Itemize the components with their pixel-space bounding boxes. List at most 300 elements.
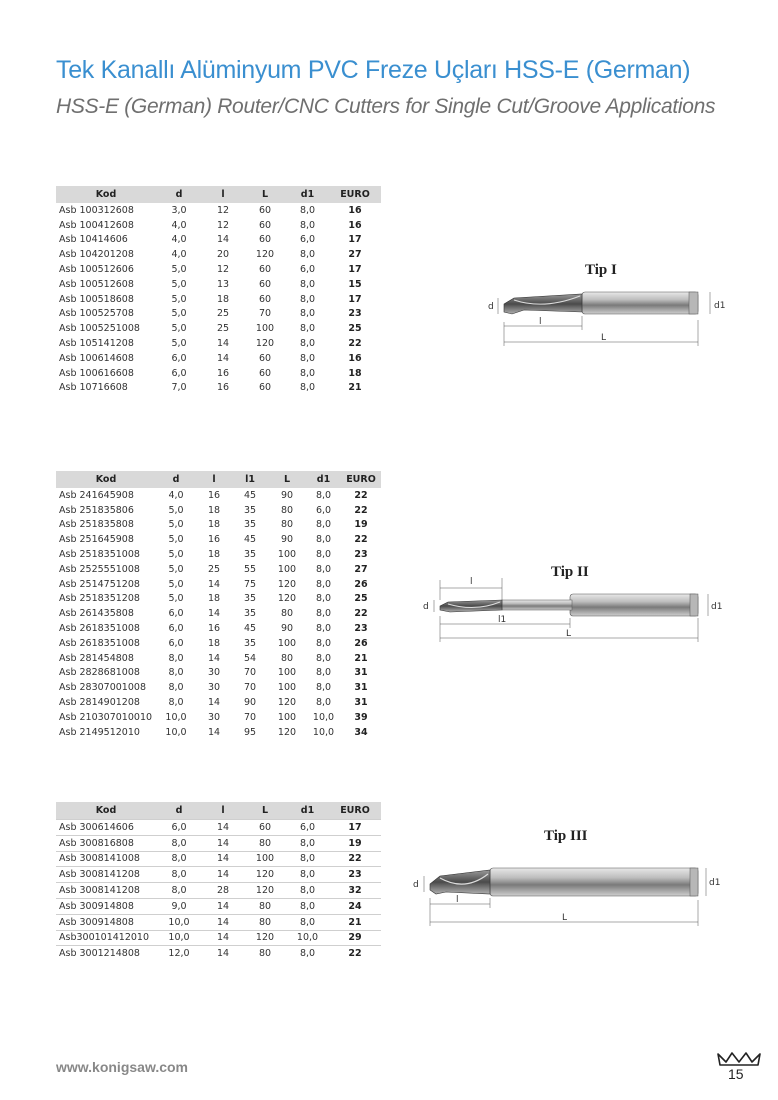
spec-value: 6,0 (168, 637, 184, 649)
table-row (56, 218, 381, 233)
spec-value: 14 (216, 352, 230, 364)
table-row (56, 577, 381, 592)
tip3-dim-d: d (413, 880, 419, 890)
spec-value: 8,0 (286, 835, 329, 851)
product-code: Asb 261435808 (59, 608, 134, 620)
price-euro: 27 (348, 249, 362, 261)
spec-value: 8,0 (299, 219, 316, 231)
spec-value: 14 (202, 914, 244, 930)
spec-value: 8,0 (315, 563, 332, 575)
spec-value: 60 (258, 234, 272, 246)
tip2-label: Tip II (551, 564, 589, 580)
spec-value: 30 (207, 667, 221, 679)
column-header: EURO (329, 186, 381, 203)
spec-value: 75 (243, 578, 257, 590)
spec-value: 8,0 (299, 293, 316, 305)
spec-value: 14 (202, 851, 244, 867)
spec-value: 80 (280, 652, 294, 664)
spec-value: 18 (207, 549, 221, 561)
spec-value: 14 (207, 697, 221, 709)
table-row (56, 381, 381, 396)
spec-value: 5,0 (168, 563, 184, 575)
spec-value: 30 (207, 682, 221, 694)
table-row (56, 277, 381, 292)
spec-value: 13 (216, 278, 230, 290)
column-header: l (196, 471, 232, 488)
spec-value: 60 (258, 204, 272, 216)
spec-value: 8,0 (156, 835, 202, 851)
spec-value: 10,0 (156, 930, 202, 946)
spec-value: 14 (216, 234, 230, 246)
spec-value: 6,0 (286, 820, 329, 836)
spec-value: 10,0 (286, 930, 329, 946)
spec-value: 5,0 (168, 504, 184, 516)
column-header: L (244, 802, 286, 820)
price-euro: 34 (354, 726, 368, 738)
product-code: Asb 2149512010 (59, 726, 140, 738)
column-header: d1 (286, 802, 329, 820)
price-euro: 32 (329, 883, 381, 899)
table-row (56, 851, 381, 867)
table-row (56, 532, 381, 547)
spec-value: 14 (202, 930, 244, 946)
product-code: Asb 2814901208 (59, 697, 140, 709)
product-code: Asb 100614608 (59, 352, 134, 364)
spec-value: 45 (243, 623, 257, 635)
product-code: Asb 2525551008 (59, 563, 140, 575)
product-code: Asb 105141208 (59, 338, 134, 350)
spec-value: 35 (243, 593, 257, 605)
table-row (56, 203, 381, 218)
spec-value: 5,0 (171, 264, 187, 276)
spec-value: 25 (216, 323, 230, 335)
spec-value: 100 (277, 563, 297, 575)
spec-value: 12 (216, 219, 230, 231)
table-row (56, 262, 381, 277)
price-euro: 31 (354, 697, 368, 709)
spec-value: 8,0 (315, 682, 332, 694)
table-row (56, 930, 381, 946)
price-euro: 22 (329, 851, 381, 867)
spec-value: 6,0 (168, 608, 184, 620)
table-row (56, 307, 381, 322)
spec-value: 6,0 (315, 504, 332, 516)
product-code: Asb 100312608 (59, 204, 134, 216)
spec-value: 120 (244, 867, 286, 883)
spec-value: 18 (207, 637, 221, 649)
price-euro: 22 (348, 948, 362, 960)
spec-value: 95 (243, 726, 257, 738)
spec-table-tip3 (56, 802, 381, 961)
table-row (56, 666, 381, 681)
spec-value: 8,0 (299, 204, 316, 216)
table-header-row (56, 186, 381, 203)
spec-value: 14 (202, 898, 244, 914)
product-code: Asb 281454808 (59, 652, 134, 664)
table-header-row (56, 471, 381, 488)
tip1-dim-l: l (539, 317, 542, 327)
spec-value: 60 (258, 264, 272, 276)
spec-value: 10,0 (165, 711, 187, 723)
product-code: Asb 1005251008 (59, 323, 140, 335)
spec-value: 120 (277, 697, 297, 709)
spec-value: 60 (244, 820, 286, 836)
column-header: Kod (56, 471, 156, 488)
spec-value: 100 (255, 323, 275, 335)
spec-value: 80 (258, 948, 272, 960)
spec-value: 5,0 (168, 549, 184, 561)
product-code: Asb 2618351008 (59, 637, 140, 649)
spec-value: 120 (244, 883, 286, 899)
price-euro: 16 (348, 219, 362, 231)
product-code: Asb 251835806 (59, 504, 134, 516)
price-euro: 23 (329, 867, 381, 883)
spec-value: 18 (207, 519, 221, 531)
spec-value: 6,0 (168, 623, 184, 635)
price-euro: 23 (354, 623, 368, 635)
spec-value: 8,0 (168, 667, 184, 679)
spec-table-tip1 (56, 186, 381, 395)
table-row (56, 946, 381, 961)
column-header: d1 (306, 471, 341, 488)
table-row (56, 592, 381, 607)
price-euro: 21 (354, 652, 368, 664)
table-row (56, 636, 381, 651)
spec-value: 12,0 (168, 948, 190, 960)
spec-value: 45 (243, 489, 257, 501)
product-code: Asb 300816808 (56, 835, 156, 851)
spec-value: 90 (280, 623, 294, 635)
spec-table-tip2 (56, 471, 381, 740)
spec-value: 14 (207, 726, 221, 738)
spec-value: 35 (243, 608, 257, 620)
table-row (56, 710, 381, 725)
spec-value: 54 (243, 652, 257, 664)
price-euro: 23 (354, 549, 368, 561)
spec-value: 12 (216, 264, 230, 276)
spec-value: 8,0 (168, 682, 184, 694)
column-header: l (202, 186, 244, 203)
table-row (56, 503, 381, 518)
spec-value: 9,0 (156, 898, 202, 914)
table-row (56, 292, 381, 307)
spec-value: 10,0 (156, 914, 202, 930)
spec-value: 100 (277, 682, 297, 694)
product-code: Asb 210307010010 (59, 711, 153, 723)
spec-value: 10,0 (165, 726, 187, 738)
product-code: Asb 3008141008 (56, 851, 156, 867)
table-row (56, 351, 381, 366)
product-code: Asb 3008141208 (56, 867, 156, 883)
spec-value: 60 (258, 278, 272, 290)
spec-value: 8,0 (315, 697, 332, 709)
spec-value: 14 (207, 652, 221, 664)
product-code: Asb 28307001008 (59, 682, 146, 694)
price-euro: 25 (348, 323, 362, 335)
price-euro: 29 (329, 930, 381, 946)
tip3-dim-L: L (562, 913, 568, 923)
column-header: l1 (232, 471, 268, 488)
table-row (56, 366, 381, 381)
price-euro: 39 (354, 711, 368, 723)
spec-value: 8,0 (315, 489, 332, 501)
spec-value: 8,0 (286, 851, 329, 867)
spec-value: 3,0 (171, 204, 187, 216)
spec-value: 6,0 (156, 820, 202, 836)
spec-value: 100 (277, 711, 297, 723)
column-header: L (268, 471, 306, 488)
spec-value: 80 (280, 519, 294, 531)
price-euro: 22 (354, 489, 368, 501)
spec-value: 8,0 (286, 883, 329, 899)
spec-value: 70 (243, 667, 257, 679)
spec-value: 60 (258, 367, 272, 379)
spec-value: 100 (277, 667, 297, 679)
spec-value: 8,0 (156, 851, 202, 867)
table-row (56, 867, 381, 883)
spec-value: 5,0 (168, 593, 184, 605)
tip2-dim-d: d (423, 602, 429, 612)
product-code: Asb 2514751208 (59, 578, 140, 590)
tip1-dim-d1: d1 (714, 301, 726, 311)
spec-value: 14 (202, 835, 244, 851)
spec-value: 14 (216, 338, 230, 350)
spec-value: 5,0 (171, 338, 187, 350)
spec-value: 8,0 (299, 382, 316, 394)
table-row (56, 883, 381, 899)
spec-value: 100 (277, 549, 297, 561)
spec-value: 4,0 (171, 234, 187, 246)
spec-value: 10,0 (312, 711, 335, 723)
tip1-dim-d: d (488, 302, 494, 312)
spec-value: 35 (243, 549, 257, 561)
tip3-tool-drawing (410, 850, 730, 940)
spec-value: 45 (243, 534, 257, 546)
price-euro: 21 (329, 914, 381, 930)
column-header: d (156, 186, 202, 203)
tip2-dim-d1: d1 (711, 602, 723, 612)
spec-value: 8,0 (315, 637, 332, 649)
column-header: d (156, 471, 196, 488)
spec-value: 35 (243, 519, 257, 531)
table-row (56, 488, 381, 503)
price-euro: 22 (354, 534, 368, 546)
product-code: Asb 251835808 (59, 519, 134, 531)
product-code: Asb 10414606 (59, 234, 128, 246)
spec-value: 8,0 (315, 534, 332, 546)
price-euro: 17 (329, 820, 381, 836)
spec-value: 120 (255, 249, 275, 261)
column-header: l (202, 802, 244, 820)
spec-value: 8,0 (286, 914, 329, 930)
tip3-dim-d1: d1 (709, 878, 721, 888)
spec-value: 7,0 (171, 382, 187, 394)
spec-value: 30 (207, 711, 221, 723)
spec-value: 8,0 (315, 549, 332, 561)
tip2-tool-drawing (420, 570, 723, 650)
tip3-label: Tip III (544, 828, 588, 844)
table-header-row (56, 802, 381, 820)
spec-value: 14 (216, 948, 230, 960)
price-euro: 26 (354, 578, 368, 590)
spec-value: 10,0 (312, 726, 335, 738)
spec-value: 8,0 (286, 867, 329, 883)
table-row (56, 562, 381, 577)
spec-value: 70 (258, 308, 272, 320)
product-code: Asb 251645908 (59, 534, 134, 546)
tip2-dim-l1: l1 (498, 615, 507, 625)
product-code: Asb 241645908 (59, 489, 134, 501)
tip1-dim-L: L (601, 333, 607, 343)
spec-value: 120 (277, 578, 297, 590)
table-row (56, 725, 381, 740)
spec-value: 12 (216, 204, 230, 216)
footer-website[interactable]: www.konigsaw.com (56, 1059, 188, 1075)
product-code: Asb 104201208 (59, 249, 134, 261)
spec-value: 8,0 (315, 519, 332, 531)
spec-value: 100 (277, 637, 297, 649)
spec-value: 120 (244, 930, 286, 946)
table-row (56, 247, 381, 262)
product-code: Asb 10716608 (59, 382, 128, 394)
spec-value: 4,0 (171, 249, 187, 261)
spec-value: 8,0 (299, 948, 316, 960)
price-euro: 17 (348, 293, 362, 305)
spec-value: 6,0 (299, 234, 316, 246)
spec-value: 35 (243, 637, 257, 649)
price-euro: 19 (329, 835, 381, 851)
spec-value: 80 (280, 608, 294, 620)
page-title: Tek Kanallı Alüminyum PVC Freze Uçları HSS-E (German) (56, 56, 691, 84)
spec-value: 4,0 (171, 219, 187, 231)
spec-value: 20 (216, 249, 230, 261)
spec-value: 100 (244, 851, 286, 867)
spec-value: 28 (202, 883, 244, 899)
crown-logo-icon (716, 1050, 762, 1066)
price-euro: 22 (354, 608, 368, 620)
product-code: Asb 300614606 (56, 820, 156, 836)
spec-value: 8,0 (315, 652, 332, 664)
spec-value: 60 (258, 293, 272, 305)
spec-value: 8,0 (156, 867, 202, 883)
spec-value: 5,0 (168, 534, 184, 546)
price-euro: 17 (348, 264, 362, 276)
column-header: d (156, 802, 202, 820)
product-code: Asb300101412010 (56, 930, 156, 946)
price-euro: 24 (329, 898, 381, 914)
product-code: Asb 100518608 (59, 293, 134, 305)
spec-value: 25 (207, 563, 221, 575)
product-code: Asb 2518351008 (59, 549, 140, 561)
spec-value: 18 (207, 593, 221, 605)
table-row (56, 233, 381, 248)
spec-value: 90 (280, 489, 294, 501)
tip2-dim-l: l (470, 577, 473, 587)
spec-value: 16 (216, 367, 230, 379)
spec-value: 35 (243, 504, 257, 516)
spec-value: 8,0 (299, 323, 316, 335)
spec-value: 16 (207, 623, 221, 635)
table-row (56, 321, 381, 336)
price-euro: 27 (354, 563, 368, 575)
product-code: Asb 2518351208 (59, 593, 140, 605)
table-row (56, 547, 381, 562)
spec-value: 8,0 (299, 308, 316, 320)
spec-value: 14 (207, 608, 221, 620)
table-row (56, 606, 381, 621)
spec-value: 70 (243, 682, 257, 694)
spec-value: 18 (207, 504, 221, 516)
spec-value: 120 (277, 726, 297, 738)
spec-value: 8,0 (299, 249, 316, 261)
spec-value: 8,0 (315, 667, 332, 679)
price-euro: 25 (354, 593, 368, 605)
product-code: Asb 300914808 (56, 914, 156, 930)
spec-value: 8,0 (156, 883, 202, 899)
price-euro: 23 (348, 308, 362, 320)
table-row (56, 621, 381, 636)
spec-value: 14 (207, 578, 221, 590)
product-code: Asb 100412608 (59, 219, 134, 231)
product-code: Asb 2828681008 (59, 667, 140, 679)
product-code: Asb 100525708 (59, 308, 134, 320)
price-euro: 21 (348, 382, 362, 394)
spec-value: 60 (258, 352, 272, 364)
column-header: Kod (56, 802, 156, 820)
spec-value: 6,0 (171, 367, 187, 379)
table-row (56, 835, 381, 851)
spec-value: 8,0 (168, 697, 184, 709)
spec-value: 5,0 (171, 308, 187, 320)
spec-value: 80 (280, 504, 294, 516)
spec-value: 16 (207, 489, 221, 501)
spec-value: 8,0 (315, 578, 332, 590)
spec-value: 80 (244, 835, 286, 851)
spec-value: 25 (216, 308, 230, 320)
product-code: Asb 100512608 (59, 278, 134, 290)
price-euro: 17 (348, 234, 362, 246)
spec-value: 8,0 (299, 367, 316, 379)
spec-value: 8,0 (168, 652, 184, 664)
price-euro: 15 (348, 278, 362, 290)
price-euro: 26 (354, 637, 368, 649)
price-euro: 31 (354, 682, 368, 694)
price-euro: 19 (354, 519, 368, 531)
price-euro: 18 (348, 367, 362, 379)
tip1-label: Tip I (585, 262, 617, 278)
table-row (56, 820, 381, 836)
table-row (56, 518, 381, 533)
spec-value: 55 (243, 563, 257, 575)
price-euro: 22 (354, 504, 368, 516)
spec-value: 80 (244, 898, 286, 914)
spec-value: 6,0 (171, 352, 187, 364)
product-code: Asb 3001214808 (59, 948, 140, 960)
spec-value: 16 (207, 534, 221, 546)
spec-value: 8,0 (299, 278, 316, 290)
spec-value: 5,0 (168, 578, 184, 590)
spec-value: 120 (277, 593, 297, 605)
spec-value: 8,0 (299, 352, 316, 364)
spec-value: 4,0 (168, 489, 184, 501)
column-header: d1 (286, 186, 329, 203)
spec-value: 60 (258, 219, 272, 231)
page-number: 15 (728, 1066, 744, 1082)
table-row (56, 898, 381, 914)
tip2-dim-L: L (566, 629, 572, 639)
spec-value: 70 (243, 711, 257, 723)
spec-value: 8,0 (286, 898, 329, 914)
